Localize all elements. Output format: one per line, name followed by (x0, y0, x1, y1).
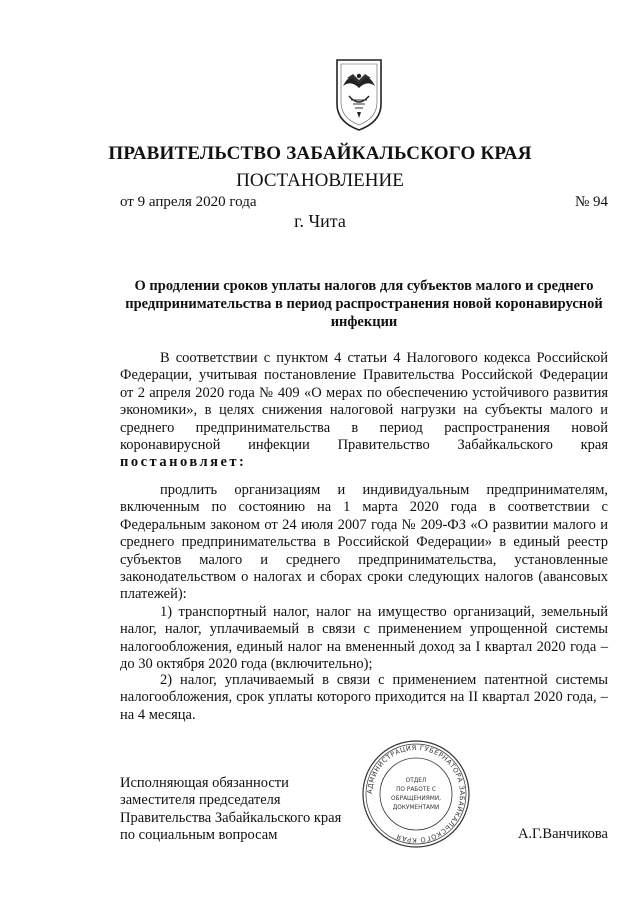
item-1-paragraph (120, 604, 608, 674)
document-date: от 9 апреля 2020 года (120, 194, 257, 210)
stamp-line-2: ПО РАБОТЕ С (396, 787, 436, 793)
coat-of-arms-emblem (333, 56, 385, 132)
signatory-line-3: Правительства Забайкальского края (120, 809, 342, 826)
item-2-paragraph (120, 672, 608, 724)
decree-text: продлить организациям и индивидуальным предпринимателям, включенным по состоянию на 1 марта 2020 года в соответствии с Федеральным законом от 24 июля 2007 года № 209-ФЗ «О развитии малого и среднего предпринимательства в Российской Федерации» в единый реестр субъектов малого и среднего предпринимательства, установленные законодательством о налогах и сборах сроки следующих налогов (авансовых платежей): (120, 482, 608, 603)
item-2-text: 2) налог, уплачиваемый в связи с применением патентной системы налогообложения, срок уплаты которого приходится на II квартал 2020 года, – на 4 месяца. (120, 672, 608, 723)
signatory-line-4: по социальным вопросам (120, 827, 278, 844)
decree-word: постановляет: (120, 454, 247, 471)
preamble-paragraph (120, 350, 608, 472)
government-name: ПРАВИТЕЛЬСТВО ЗАБАЙКАЛЬСКОГО КРАЯ (108, 143, 532, 164)
document-title: О продлении сроков уплаты налогов для субъектов малого и среднего предпринимательства в период распространения новой коронавирусной инфекции (125, 278, 603, 330)
signatory-name: А.Г.Ванчикова (517, 826, 608, 842)
document-type: ПОСТАНОВЛЕНИЕ (236, 170, 404, 191)
official-stamp (360, 738, 472, 850)
stamp-line-4: ДОКУМЕНТАМИ (392, 805, 440, 811)
signatory-line-1: Исполняющая обязанности (120, 775, 289, 791)
stamp-line-3: ОБРАЩЕНИЯМИ, (391, 796, 441, 802)
preamble-text: В соответствии с пунктом 4 статьи 4 Налогового кодекса Российской Федерации, учитывая постановление Правительства Российской Федерации от 2 апреля 2020 года № 409 «О мерах по обеспечению устойчивого развития экономики», в целях снижения налоговой нагрузки на субъекты малого и среднего предпринимательства в период распространения новой коронавирусной инфекции Правительство Забайкальского края (120, 350, 608, 454)
item-1-text: 1) транспортный налог, налог на имущество организаций, земельный налог, налог, уплачиваемый в связи с применением упрощенной системы налогообложения, единый налог на вмененный доход за I квартал 2020 года – до 30 октября 2020 года (включительно); (120, 604, 608, 673)
city-name: г. Чита (294, 211, 346, 231)
stamp-line-1: ОТДЕЛ (405, 778, 427, 784)
svg-text:АДМИНИСТРАЦИЯ ГУБЕРНАТОРА ЗАБА (366, 744, 466, 844)
signatory-position (120, 775, 341, 845)
signatory-line-2: заместителя председателя (120, 792, 281, 809)
stamp-ring-text: АДМИНИСТРАЦИЯ ГУБЕРНАТОРА ЗАБАЙКАЛЬСКОГО КРАЯ (365, 743, 467, 845)
decree-paragraph (120, 482, 608, 604)
document-number: № 94 (574, 194, 608, 210)
